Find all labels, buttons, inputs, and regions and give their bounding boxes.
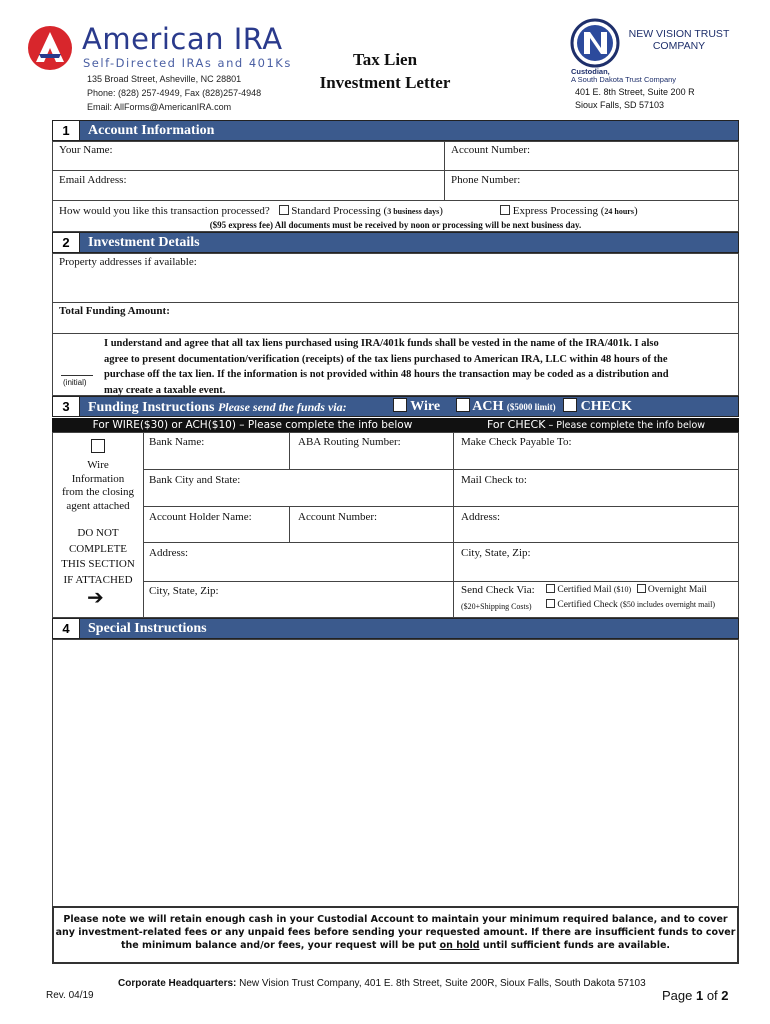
wire-option-label: Wire	[410, 399, 441, 414]
section-3-header	[52, 396, 739, 417]
page-prefix: Page	[662, 988, 696, 1003]
trust-address-line-1: 401 E. 8th Street, Suite 200 R	[575, 87, 695, 97]
overnight-mail-label: Overnight Mail	[647, 585, 707, 595]
payable-to-label: Make Check Payable To:	[461, 436, 572, 448]
phone-label: Phone Number:	[451, 174, 521, 186]
section-title: Investment Details	[88, 235, 200, 250]
express-processing-days: 24 hours	[604, 207, 634, 216]
minimum-balance-note-text	[54, 913, 737, 952]
funding-title: Funding Instructions	[88, 400, 215, 415]
agreement-line: purchase off the tax lien. If the information is not provided within 48 hours the transaction may be coded as a distribution and	[104, 369, 669, 380]
page-current: 1	[695, 988, 704, 1003]
american-ira-logo	[26, 22, 292, 74]
wire-info-line: agent attached	[66, 499, 130, 512]
note-text: until sufficient funds are available.	[479, 940, 671, 951]
note-line: any investment-related fees or any unpaid fees before sending your requested amount. If there are insufficient funds to cover	[55, 927, 736, 938]
send-check-via-field	[453, 581, 739, 618]
standard-processing-label: Standard Processing (	[291, 205, 388, 217]
your-name-field[interactable]	[52, 141, 445, 171]
section-title: Account Information	[88, 123, 215, 138]
email-line: Email: AllForms@AmericanIRA.com	[87, 102, 232, 112]
dnc-line: THIS SECTION	[61, 558, 135, 570]
dnc-line: DO NOT	[77, 527, 119, 539]
account-number-label: Account Number:	[451, 144, 531, 156]
wire-checkbox[interactable]	[393, 398, 407, 412]
new-vision-trust-logo-icon	[570, 18, 620, 68]
wire-city-state-zip-field[interactable]	[143, 581, 454, 618]
bank-name-field[interactable]	[143, 432, 290, 470]
custodian-title: Custodian,	[571, 67, 610, 76]
trust-name-line-2: COMPANY	[652, 40, 706, 52]
revision-label: Rev. 04/19	[46, 990, 94, 1001]
section-number: 4	[53, 619, 80, 638]
certified-check-fee: ($50 includes overnight mail)	[620, 600, 716, 609]
brand-tagline: Self-Directed IRAs and 401Ks	[83, 56, 292, 70]
page-of: of	[703, 988, 722, 1003]
account-holder-label: Account Holder Name:	[149, 511, 252, 523]
section-number: 3	[53, 397, 80, 416]
corporate-headquarters	[118, 978, 646, 989]
mail-check-to-label: Mail Check to:	[461, 474, 527, 486]
processing-row	[52, 200, 739, 232]
standard-processing-checkbox[interactable]	[279, 205, 289, 215]
ach-option-label: ACH	[472, 399, 504, 414]
aba-routing-field[interactable]	[289, 432, 454, 470]
on-hold-text: on hold	[439, 940, 480, 951]
certified-mail-label: Certified Mail	[557, 585, 612, 595]
agreement-block	[52, 333, 739, 396]
overnight-mail-checkbox[interactable]	[637, 584, 646, 593]
mail-check-to-field[interactable]	[453, 469, 739, 507]
processing-question	[59, 205, 443, 217]
phone-field[interactable]	[444, 170, 739, 201]
standard-processing-days: 3 business days	[387, 207, 440, 216]
express-processing-label: Express Processing (	[512, 205, 605, 217]
certified-check-option	[546, 599, 715, 610]
check-bar	[453, 418, 739, 432]
wire-ach-bar: For WIRE($30) or ACH($10) – Please complete the info below	[52, 418, 453, 432]
american-ira-logo-icon	[26, 24, 74, 72]
property-addresses-field[interactable]	[52, 253, 739, 303]
check-bar-title: For CHECK	[486, 418, 546, 431]
account-holder-field[interactable]	[143, 506, 290, 543]
agreement-line: agree to present documentation/verification (receipts) of the tax liens purchased to American IRA, LLC within 48 hours of the	[104, 353, 668, 365]
email-label: Email Address:	[59, 174, 127, 186]
trust-name-line-1: NEW VISION TRUST	[628, 28, 730, 40]
wire-address-field[interactable]	[143, 542, 454, 582]
processing-question-text: How would you like this transaction processed?	[59, 205, 270, 217]
bank-city-state-label: Bank City and State:	[149, 474, 241, 486]
section-number: 1	[53, 121, 80, 140]
paren: )	[439, 205, 443, 217]
note-text: the minimum balance and/or fees, your request will be put	[120, 940, 440, 951]
certified-check-label: Certified Check	[557, 600, 618, 610]
do-not-complete-text	[53, 526, 143, 588]
hq-address: New Vision Trust Company, 401 E. 8th Street, Suite 200R, Sioux Falls, South Dakota 57103	[236, 978, 646, 989]
ach-checkbox[interactable]	[456, 398, 470, 412]
initial-label: (initial)	[63, 378, 87, 387]
bank-name-label: Bank Name:	[149, 436, 205, 448]
section-4-header	[52, 618, 739, 639]
section-1-header	[52, 120, 739, 141]
payable-to-field[interactable]	[453, 432, 739, 470]
your-name-label: Your Name:	[59, 144, 113, 156]
check-checkbox[interactable]	[563, 398, 577, 412]
wire-info-line: Wire	[87, 459, 109, 471]
section-2-header	[52, 232, 739, 253]
ach-limit-note: ($5000 limit)	[506, 402, 556, 412]
funding-options	[393, 398, 632, 416]
trust-address	[575, 86, 695, 112]
certified-check-checkbox[interactable]	[546, 599, 555, 608]
hq-label: Corporate Headquarters:	[118, 978, 237, 989]
wire-account-number-field[interactable]	[289, 506, 454, 543]
total-funding-field[interactable]	[52, 302, 739, 334]
agreement-text	[104, 336, 736, 398]
note-line: Please note we will retain enough cash in your Custodial Account to maintain your minimum required balance, and to cover	[63, 914, 728, 925]
dnc-line: IF ATTACHED	[63, 573, 133, 586]
brand-name: American IRA	[82, 22, 283, 56]
section-title: Special Instructions	[88, 621, 207, 636]
wire-info-line: from the closing	[61, 486, 135, 498]
arrow-right-icon: ➔	[87, 585, 104, 609]
title-line-2: Investment Letter	[319, 73, 451, 92]
phone-fax-line: Phone: (828) 257-4949, Fax (828)257-4948	[87, 88, 262, 98]
express-processing-checkbox[interactable]	[500, 205, 510, 215]
page-total: 2	[721, 988, 729, 1003]
wire-address-label: Address:	[149, 547, 189, 559]
wire-attached-checkbox[interactable]	[91, 439, 105, 453]
page-number	[662, 988, 729, 1003]
trust-address-line-2: Sioux Falls, SD 57103	[575, 100, 665, 110]
certified-mail-option	[546, 584, 707, 595]
wire-info-line: Information	[71, 472, 125, 485]
total-funding-label: Total Funding Amount:	[59, 305, 170, 317]
check-address-field[interactable]	[453, 506, 739, 543]
wire-account-number-label: Account Number:	[298, 511, 378, 523]
trust-name	[618, 28, 740, 52]
check-address-label: Address:	[461, 511, 501, 523]
custodian-subtitle: A South Dakota Trust Company	[571, 75, 677, 84]
minimum-balance-note	[52, 906, 739, 964]
express-fee-note: ($95 express fee) All documents must be received by noon or processing will be next business day.	[209, 220, 582, 230]
property-addresses-label: Property addresses if available:	[59, 256, 197, 268]
check-city-state-zip-field[interactable]	[453, 542, 739, 582]
paren: )	[633, 205, 638, 217]
section-title	[88, 397, 347, 418]
funding-subtitle: Please send the funds via:	[217, 400, 347, 414]
account-number-field[interactable]	[444, 141, 739, 171]
address-line: 135 Broad Street, Asheville, NC 28801	[87, 74, 242, 84]
title-line-1: Tax Lien	[352, 50, 418, 69]
section-number: 2	[53, 233, 80, 252]
check-option-label: CHECK	[580, 399, 633, 414]
check-city-state-zip-label: City, State, Zip:	[461, 547, 531, 559]
wire-attached-panel	[52, 432, 144, 618]
custodian-label	[571, 68, 676, 84]
express-processing	[500, 205, 638, 217]
wire-city-state-zip-label: City, State, Zip:	[149, 585, 219, 597]
email-field[interactable]	[52, 170, 445, 201]
agreement-line: may create a taxable event.	[104, 384, 226, 396]
wire-attached-text	[53, 459, 143, 513]
ira-address-block	[87, 72, 261, 114]
initial-line[interactable]	[61, 375, 93, 376]
shipping-costs-note: ($20+Shipping Costs)	[461, 602, 532, 611]
send-check-via-label: Send Check Via:	[461, 584, 535, 596]
note-line	[54, 939, 737, 952]
agreement-line: I understand and agree that all tax liens purchased using IRA/401k funds shall be vested in the name of the IRA/401k. I also	[104, 338, 659, 349]
bank-city-state-field[interactable]	[143, 469, 454, 507]
document-title	[285, 48, 485, 94]
aba-routing-label: ABA Routing Number:	[298, 436, 401, 448]
certified-mail-fee: ($10)	[613, 585, 632, 594]
special-instructions-field[interactable]	[52, 639, 739, 907]
check-bar-rest: – Please complete the info below	[545, 420, 706, 431]
certified-mail-checkbox[interactable]	[546, 584, 555, 593]
dnc-line: COMPLETE	[68, 542, 128, 555]
